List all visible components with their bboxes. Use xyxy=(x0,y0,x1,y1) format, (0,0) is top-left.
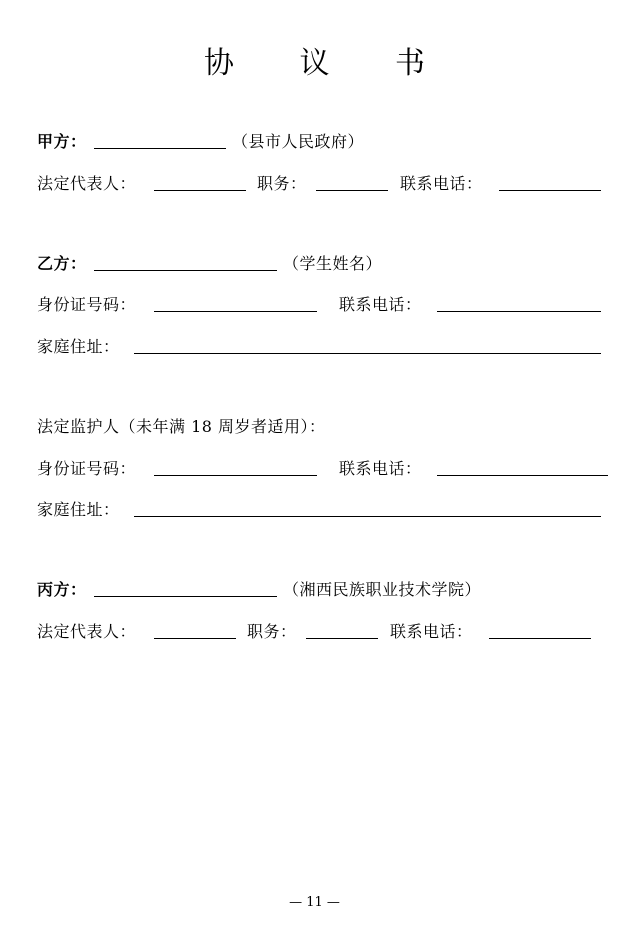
party-a-duty-field[interactable] xyxy=(316,190,388,191)
party-c-note: （湘西民族职业技术学院） xyxy=(283,580,482,599)
guardian-address-field[interactable] xyxy=(134,516,601,517)
party-b-address-field[interactable] xyxy=(134,353,601,354)
party-c-duty-field[interactable] xyxy=(306,638,378,639)
party-a-label: 甲方： xyxy=(37,132,87,151)
party-b-name-field[interactable] xyxy=(94,270,277,271)
party-c-rep-field[interactable] xyxy=(154,638,236,639)
party-b-phone-label: 联系电话： xyxy=(339,295,422,314)
party-a-name-field[interactable] xyxy=(94,148,226,149)
party-a-note: （县市人民政府） xyxy=(232,132,365,151)
party-c-duty-label: 职务： xyxy=(247,622,297,641)
guardian-address-label: 家庭住址： xyxy=(37,500,120,519)
party-c-name-field[interactable] xyxy=(94,596,277,597)
party-a-phone-label: 联系电话： xyxy=(400,174,483,193)
party-b-phone-field[interactable] xyxy=(437,311,601,312)
party-b-address-label: 家庭住址： xyxy=(37,337,120,356)
party-a-rep-field[interactable] xyxy=(154,190,246,191)
page-number: — 11 — xyxy=(289,895,340,910)
party-b-label: 乙方： xyxy=(37,254,87,273)
party-c-rep-label: 法定代表人： xyxy=(37,622,137,641)
party-b-id-label: 身份证号码： xyxy=(37,295,137,314)
party-c-label: 丙方： xyxy=(37,580,87,599)
party-b-note: （学生姓名） xyxy=(283,254,383,273)
title-char-1: 协 xyxy=(203,46,234,81)
party-a-rep-label: 法定代表人： xyxy=(37,174,137,193)
guardian-phone-field[interactable] xyxy=(437,475,608,476)
party-b-id-field[interactable] xyxy=(154,311,317,312)
party-c-phone-label: 联系电话： xyxy=(390,622,473,641)
title-char-2: 议 xyxy=(299,46,330,81)
guardian-phone-label: 联系电话： xyxy=(339,459,422,478)
guardian-id-label: 身份证号码： xyxy=(37,459,137,478)
title-char-3: 书 xyxy=(395,46,426,81)
party-a-duty-label: 职务： xyxy=(257,174,307,193)
party-c-phone-field[interactable] xyxy=(489,638,591,639)
guardian-id-field[interactable] xyxy=(154,475,317,476)
party-a-phone-field[interactable] xyxy=(499,190,601,191)
guardian-heading: 法定监护人（未年满 18 周岁者适用）： xyxy=(37,417,326,436)
page-title xyxy=(0,38,629,82)
